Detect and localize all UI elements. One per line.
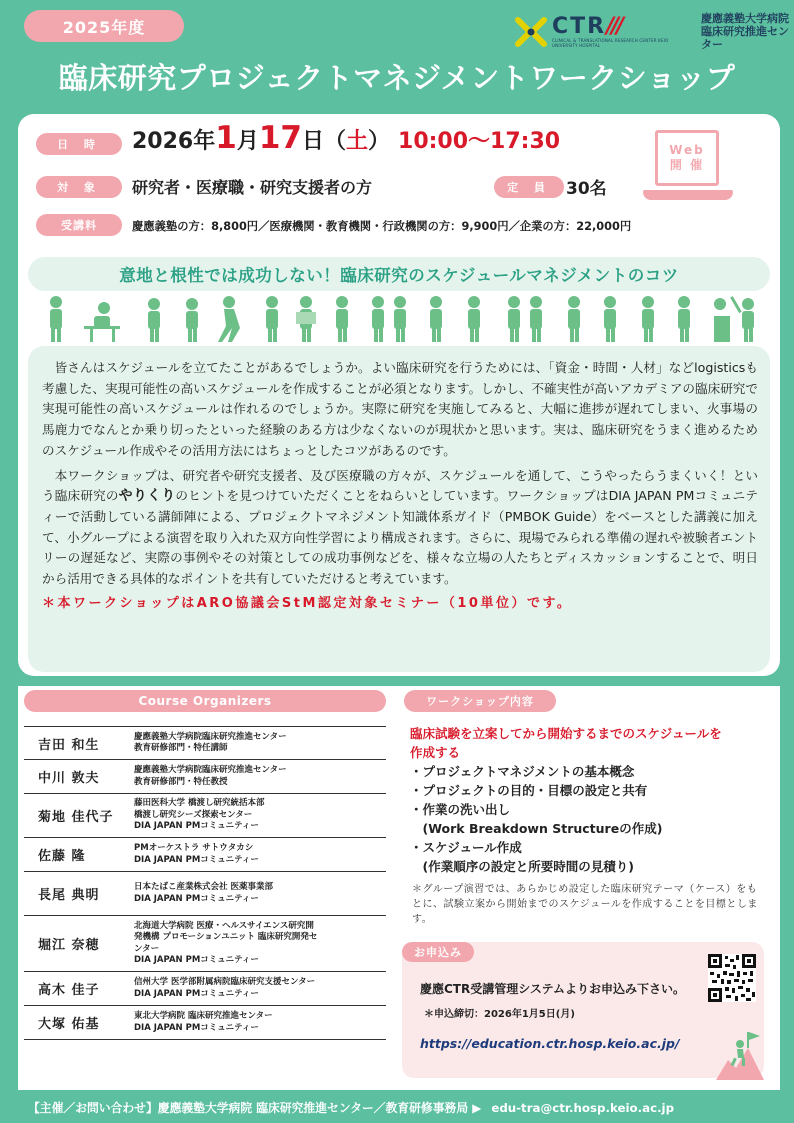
date-time: 10:00～17:30 (398, 129, 561, 154)
organizer-affiliation-line: DIA JAPAN PMコミュニティー (134, 893, 259, 904)
date-weekday: 土 (345, 129, 368, 154)
course-organizers-heading: Course Organizers (24, 690, 386, 712)
year-badge (24, 10, 184, 42)
organizer-row (24, 760, 386, 794)
workshop-note: ＊グループ演習では、あらかじめ設定した臨床研究テーマ（ケース）をもとに、試験立案から開始までのスケジュールを作成することを目標とします。 (412, 884, 758, 925)
organizer-row (24, 726, 386, 760)
workshop-item: ・プロジェクトマネジメントの基本概念 (410, 764, 635, 779)
description-paragraph-2 (42, 466, 758, 590)
organizer-affiliation-line: 教育研修部門・特任講師 (134, 743, 228, 753)
workshop-lead-1: 臨床試験を立案してから開始するまでのスケジュールを (410, 726, 722, 741)
description-p2-start: 本ワークショップは、研究者や研究支援者、及び医療職の方々が、スケジュールを通して、こうやったらうまくいく！という臨床研究の (42, 467, 758, 504)
fee-label: 受講料 (36, 214, 122, 236)
organizer-name: 中川 敦夫 (38, 771, 100, 786)
footer-organizer: 【主催／お問い合わせ】慶應義塾大学病院 臨床研究推進センター／教育研修事務局 ▶ (28, 1101, 482, 1115)
organizers-table (24, 726, 386, 1040)
organizer-row (24, 1006, 386, 1040)
organizer-affiliation (134, 921, 386, 967)
application-text: 慶應CTR受講管理システムよりお申込み下さい。 (420, 982, 686, 996)
page-title: 臨床研究プロジェクトマネジメントワークショップ (58, 61, 736, 95)
organizer-name: 吉田 和生 (38, 737, 100, 753)
logo-ctr-text: CTR (552, 13, 607, 39)
footer-email-link[interactable]: edu-tra@ctr.hosp.keio.ac.jp (491, 1100, 675, 1115)
date-day-unit: 日（ (301, 129, 346, 154)
event-info-card (18, 114, 780, 676)
organizer-affiliation-line: 慶應義塾大学病院臨床研究推進センター (134, 731, 287, 742)
organizer-affiliation-line: DIA JAPAN PMコミュニティー (134, 955, 259, 965)
description-p2-emphasis: やりくり (118, 488, 176, 505)
organizer-affiliation (134, 732, 386, 755)
organizer-affiliation-line: 発機構 プロモーションユニット 臨床研究開発セ (134, 932, 318, 942)
event-datetime (132, 120, 560, 156)
organizer-affiliation-line: DIA JAPAN PMコミュニティー (134, 988, 259, 999)
qr-code-icon[interactable] (708, 954, 756, 1002)
organizer-affiliation-line: DIA JAPAN PMコミュニティー (134, 1022, 259, 1033)
organizer-name: 長尾 典明 (38, 888, 100, 903)
workshop-lead-2: 作成する (410, 745, 461, 760)
workshop-item: ・プロジェクトの目的・目標の設定と共有 (410, 783, 648, 798)
organizer-row (24, 794, 386, 838)
organizer-affiliation-line: 信州大学 医学部附属病院臨床研究支援センター (134, 977, 316, 987)
organizer-affiliation-line: 日本たばこ産業株式会社 医薬事業部 (134, 882, 273, 892)
application-url-link[interactable]: https://education.ctr.hosp.keio.ac.jp/ (420, 1036, 680, 1051)
organizer-row (24, 972, 386, 1006)
goal-climber-icon (712, 1030, 764, 1080)
workshop-item: (Work Breakdown Structureの作成) (410, 821, 663, 836)
organizer-row (24, 916, 386, 972)
organizer-affiliation (134, 1011, 386, 1034)
organizer-affiliation (134, 798, 386, 833)
ctr-logo: CTR/// CLINICAL & TRANSLATIONAL RESEARCH CENTER KEIO UNIVERSITY HOSPITAL 慶應義塾大学病院 臨床研究推進センター (514, 12, 794, 51)
section-subheading: 意地と根性では成功しない！臨床研究のスケジュールマネジメントのコツ (28, 257, 770, 291)
people-illustration-icon (44, 294, 754, 342)
organizer-affiliation-line: 東北大学病院 臨床研究推進センター (134, 1011, 273, 1021)
workshop-item: ・作業の洗い出し (410, 802, 511, 817)
capacity-label: 定 員 (494, 176, 564, 198)
organizer-row (24, 872, 386, 916)
fee-value: 慶應義塾の方：8,800円／医療機関・教育機関・行政機関の方：9,900円／企業の方：22,000円 (132, 220, 632, 233)
organizer-affiliation (134, 765, 386, 788)
organizer-affiliation-line: DIA JAPAN PMコミュニティー (134, 854, 259, 865)
organizer-affiliation-line: DIA JAPAN PMコミュニティー (134, 821, 259, 832)
target-value: 研究者・医療職・研究支援者の方 (132, 178, 373, 197)
organizer-affiliation-line: 北海道大学病院 医療・ヘルスサイエンス研究開 (134, 920, 314, 931)
organizer-affiliation-line: ンター (134, 943, 160, 954)
year-label: 2025年度 (62, 17, 146, 37)
logo-ctr-subtext: CLINICAL & TRANSLATIONAL RESEARCH CENTER KEIO UNIVERSITY HOSPITAL (552, 37, 669, 48)
date-day: 17 (258, 120, 302, 156)
organizer-name: 菊地 佳代子 (38, 810, 114, 825)
workshop-item: ・スケジュール作成 (410, 840, 522, 855)
logo-jp-line2: 臨床研究推進センター (701, 25, 789, 51)
target-label: 対 象 (36, 176, 122, 198)
application-heading: お申込み (402, 942, 474, 962)
ctr-logo-mark-icon (514, 16, 548, 48)
organizer-affiliation-line: 教育研修部門・特任教授 (134, 776, 228, 787)
web-label: Web (669, 143, 705, 157)
organizer-row (24, 838, 386, 872)
organizer-name: 佐藤 隆 (38, 849, 86, 864)
aro-note: ＊本ワークショップはARO協議会StM認定対象セミナー（10単位）です。 (42, 595, 573, 611)
logo-jp-line1: 慶應義塾大学病院 (701, 12, 789, 25)
workshop-item: (作業順序の設定と所要時間の見積り) (410, 859, 634, 874)
footer (0, 1092, 794, 1123)
date-month: 1 (215, 120, 237, 156)
date-year: 2026年 (132, 129, 216, 154)
organizer-name: 高木 佳子 (38, 983, 100, 998)
description-paragraph-1: 皆さんはスケジュールを立てたことがあるでしょうか。よい臨床研究を行うためには、「資金・時間・人材」などlogisticsも考慮した、実現可能性の高いスケジュールを作成することが必須となります。しかし、不確実性が高いアカデミアの臨床研究で実現可能性の高いスケジュールは作れるのでしょうか。実際に研究を実施してみると、大幅に進捗が遅れてしまい、火事場の馬鹿力でなんとか乗り切ったといった経験のある方は少なくないのが現状かと思います。実は、臨床研究をうまく進めるためのスケジュール作成やその活用方法にはちょっとしたコツがあるのです。 (42, 360, 758, 458)
organizer-affiliation-line: PMオーケストラ サトウタカシ (134, 843, 254, 853)
organizer-affiliation (134, 882, 386, 905)
capacity-value: 30名 (566, 179, 607, 199)
organizer-affiliation-line: 藤田医科大学 橋渡し研究統括本部 (134, 798, 265, 809)
organizer-name: 大塚 佑基 (38, 1017, 100, 1032)
application-deadline: ＊申込締切：2026年1月5日(月) (424, 1009, 575, 1020)
description-p2-rest: のヒントを見つけていただくことをねらいとしています。ワークショップはDIA JAPAN PMコミュニティーで活動している講師陣による、プロジェクトマネジメント知識体系ガイド（PMBOK Guide）をベースとした講義に加えて、小グループによる演習を取り入れた双方向性学習により構成されます。さらに、現場でみられる準備の遅れや被験者エントリーの遅延など、実際の事例やその対策としての成功事例などを、様々な立場の人たちとディスカッションすることで、明日から活用できる具体的なポイントを共有していただけると考えています。 (42, 488, 759, 587)
web-held-label: 開 催 (669, 158, 705, 172)
organizer-affiliation (134, 843, 386, 866)
date-month-unit: 月 (236, 129, 259, 154)
web-event-laptop-icon (643, 130, 733, 210)
workshop-content (410, 724, 770, 876)
date-close: ） (368, 129, 391, 154)
date-label: 日 時 (36, 133, 122, 155)
organizer-affiliation-line: 慶應義塾大学病院臨床研究推進センター (134, 765, 287, 775)
organizer-affiliation (134, 977, 386, 1000)
organizer-affiliation-line: 橋渡し研究シーズ探索センター (134, 809, 253, 820)
description-box (28, 346, 770, 672)
workshop-content-heading: ワークショップ内容 (404, 690, 556, 712)
organizer-name: 堀江 奈穂 (38, 938, 100, 953)
